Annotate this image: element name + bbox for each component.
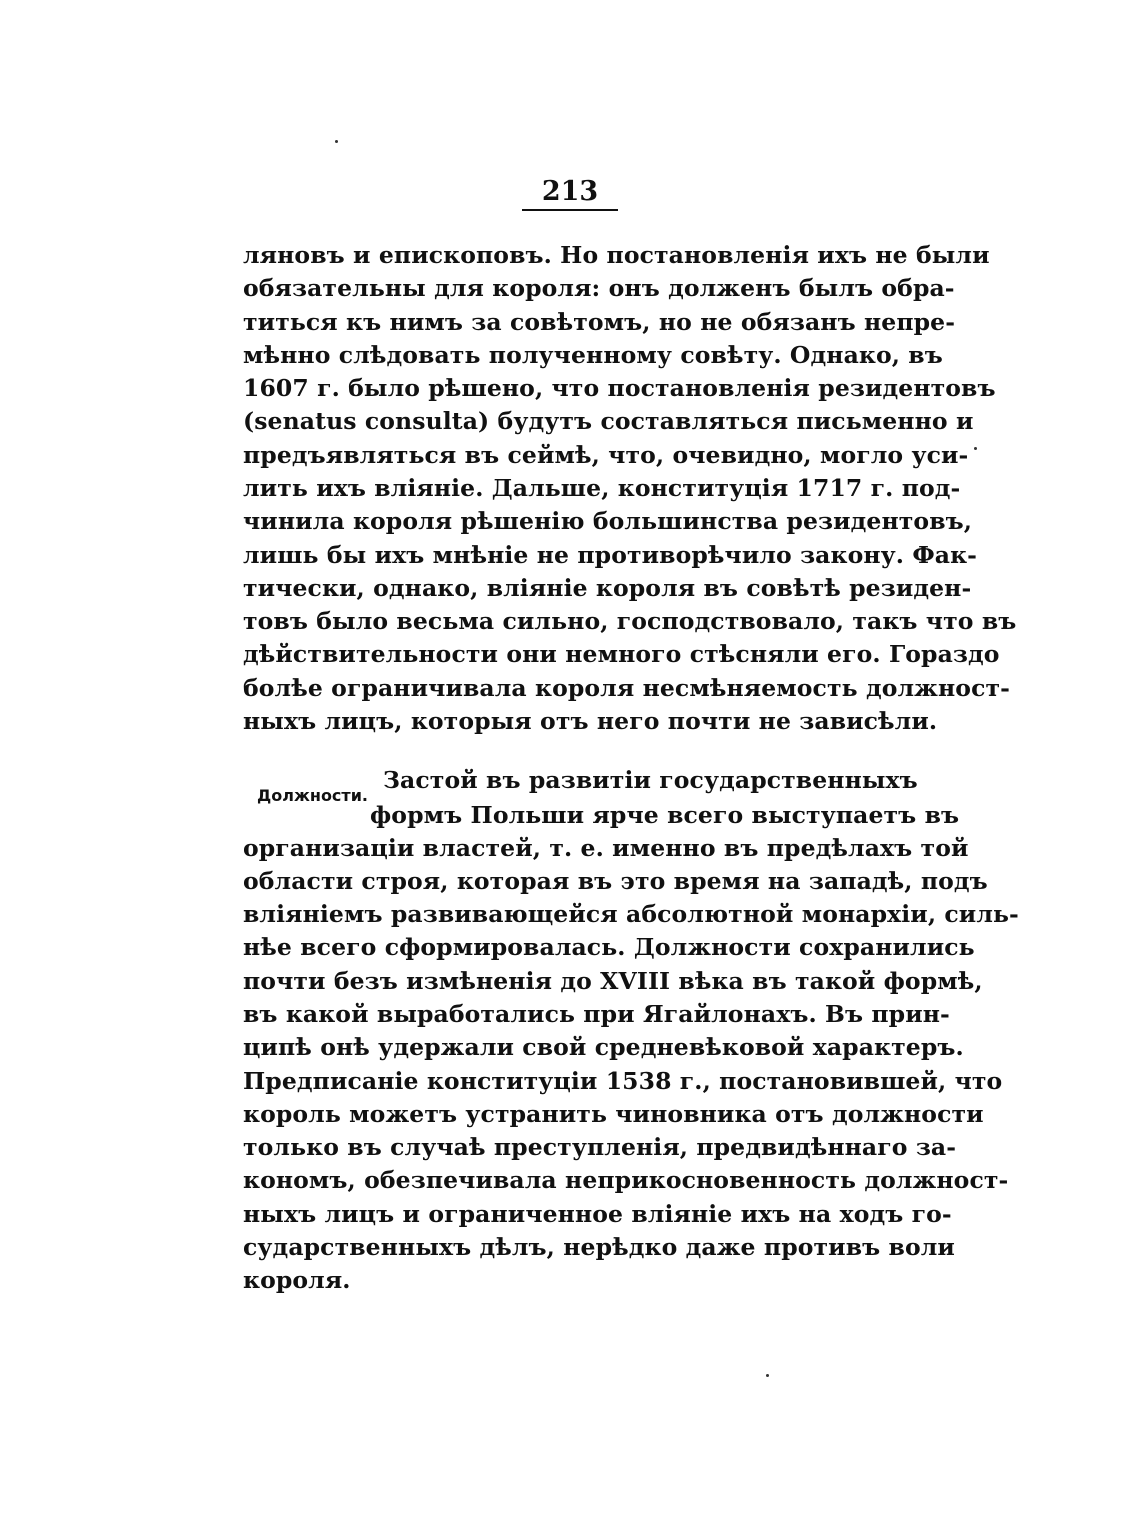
text-line: товъ было весьма сильно, господствовало, такъ что въ — [243, 607, 1017, 635]
text-line: болѣе ограничивала короля несмѣняемость должност- — [243, 674, 1010, 702]
text-line: предъявляться въ сеймѣ, что, очевидно, могло уси- — [243, 441, 969, 469]
text-line: нѣе всего сформировалась. Должности сохранились — [243, 933, 975, 961]
text-line: организаціи властей, т. е. именно въ предѣлахъ той — [243, 834, 969, 862]
margin-note: Должности. — [257, 786, 368, 805]
text-line: въ какой выработались при Ягайлонахъ. Въ прин- — [243, 1000, 950, 1028]
text-line: кономъ, обезпечивала неприкосновенность должност- — [243, 1166, 1009, 1194]
text-line: тически, однако, вліяніе короля въ совѣтѣ резиден- — [243, 574, 972, 602]
text-line: области строя, которая въ это время на западѣ, подъ — [243, 867, 988, 895]
text-line: сударственныхъ дѣлъ, нерѣдко даже противъ воли — [243, 1233, 955, 1261]
text-line: лить ихъ вліяніе. Дальше, конституція 1717 г. под- — [243, 474, 961, 502]
page-number-rule — [522, 209, 618, 211]
scan-speck — [335, 140, 338, 143]
text-line: мѣнно слѣдовать полученному совѣту. Однако, въ — [243, 341, 943, 369]
scan-speck — [974, 447, 977, 450]
text-line: ципѣ онѣ удержали свой средневѣковой характеръ. — [243, 1033, 964, 1061]
scan-speck — [766, 1374, 769, 1377]
text-line: короля. — [243, 1266, 351, 1294]
text-line: только въ случаѣ преступленія, предвидѣннаго за- — [243, 1133, 957, 1161]
text-line: Предписаніе конституціи 1538 г., постановившей, что — [243, 1067, 1003, 1095]
text-line: король можетъ устранить чиновника отъ должности — [243, 1100, 984, 1128]
text-line: вліяніемъ развивающейся абсолютной монархіи, силь- — [243, 900, 1019, 928]
text-line: дѣйствительности они немного стѣсняли его. Гораздо — [243, 640, 1000, 668]
page-number: 213 — [541, 176, 599, 207]
text-line: обязательны для короля: онъ долженъ былъ обра- — [243, 274, 955, 302]
text-line: ныхъ лицъ, которыя отъ него почти не зависѣли. — [243, 707, 938, 735]
text-line: почти безъ измѣненія до XVIII вѣка въ такой формѣ, — [243, 967, 983, 995]
text-line: ляновъ и епископовъ. Но постановленія ихъ не были — [243, 241, 990, 269]
text-line: формъ Польши ярче всего выступаетъ въ — [370, 801, 960, 829]
text-line: 1607 г. было рѣшено, что постановленія резидентовъ — [243, 374, 996, 402]
text-line: (senatus consulta) будутъ составляться письменно и — [243, 407, 974, 435]
text-line: Застой въ развитіи государственныхъ — [383, 766, 918, 794]
text-line: титься къ нимъ за совѣтомъ, но не обязанъ непре- — [243, 308, 956, 336]
text-line: лишь бы ихъ мнѣніе не противорѣчило закону. Фак- — [243, 541, 978, 569]
text-line: чинила короля рѣшенію большинства резидентовъ, — [243, 507, 973, 535]
text-line: ныхъ лицъ и ограниченное вліяніе ихъ на ходъ го- — [243, 1200, 952, 1228]
